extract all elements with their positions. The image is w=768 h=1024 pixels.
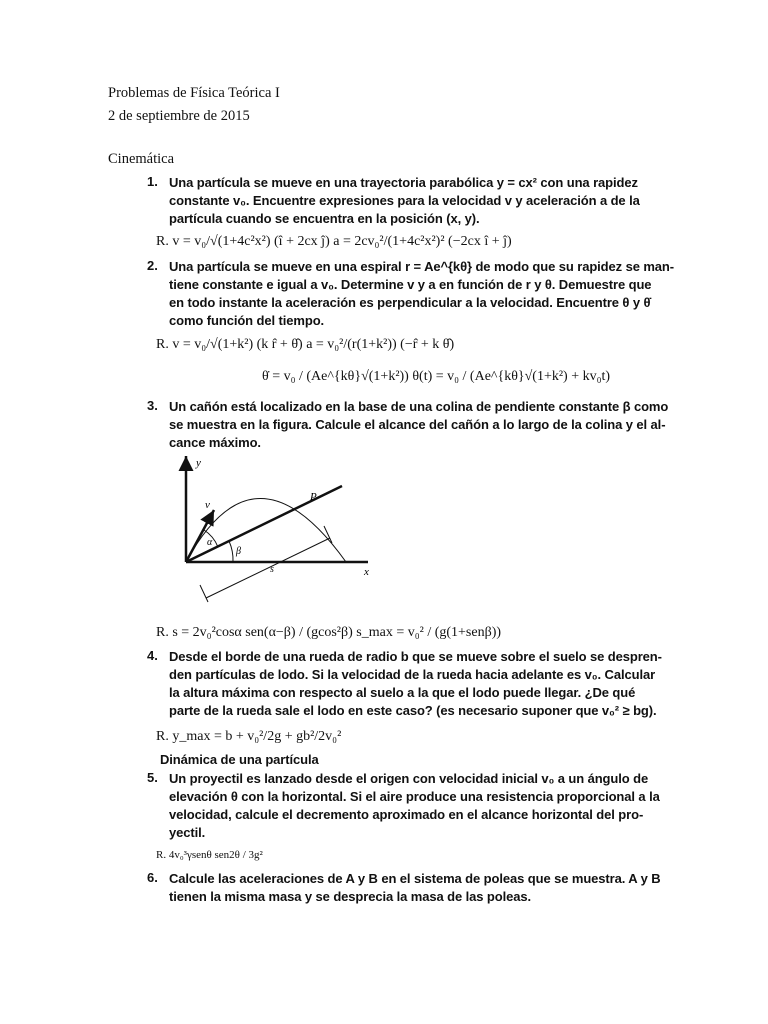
alpha-label: α [207, 537, 213, 548]
trajectory-curve [186, 499, 346, 563]
problem-text-line: Una partícula se mueve en una espiral r = Ae^{kθ} de modo que su rapidez se man- [169, 259, 674, 274]
p-label: P [310, 491, 317, 503]
problem-text-line: elevación θ con la horizontal. Si el aire produce una resistencia proporcional a la [169, 789, 660, 804]
problem-text-line: partícula cuando se encuentra en la posición (x, y). [169, 211, 480, 226]
problem-answer: R. v = v₀/√(1+k²) (k r̂ + θ̂) a = v₀²/(r(1+k²)) (−r̂ + k θ̂) [156, 337, 455, 352]
problem-text-line: Calcule las aceleraciones de A y B en el sistema de poleas que se muestra. A y B [169, 871, 661, 886]
section-heading-dinamica: Dinámica de una partícula [160, 752, 319, 767]
x-label: x [364, 566, 369, 578]
problem-answer: R. 4v₀³γsenθ sen2θ / 3g² [156, 849, 263, 861]
problem-text-line: la altura máxima con respecto al suelo a la que el lodo puede llegar. ¿De qué [169, 685, 636, 700]
problem-text-line: Un proyectil es lanzado desde el origen con velocidad inicial v₀ a un ángulo de [169, 771, 649, 786]
problem-number: 3. [147, 398, 158, 413]
s-label: s [270, 564, 274, 575]
problem-answer: R. s = 2v₀²cosα sen(α−β) / (gcos²β) s_max = v₀² / (g(1+senβ)) [156, 625, 502, 640]
problem-answer-2: θ̇ = v₀ / (Ae^{kθ}√(1+k²)) θ(t) = v₀ / (Ae^{kθ}√(1+k²) + kv₀t) [262, 369, 611, 384]
problem-text-line: parte de la rueda sale el lodo en este caso? (es necesario suponer que v₀² ≥ bg). [169, 703, 657, 718]
problem-number: 2. [147, 258, 158, 273]
problem-answer: R. y_max = b + v₀²/2g + gb²/2v₀² [156, 729, 342, 744]
problem-text-line: velocidad, calcule el decremento aproximado en el alcance horizontal del pro- [169, 807, 644, 822]
problem-number: 6. [147, 870, 158, 885]
problem-answer: R. v = v₀/√(1+4c²x²) (î + 2cx ĵ) a = 2cv₀²/(1+4c²x²)² (−2cx î + ĵ) [156, 234, 512, 249]
section-heading-cinematica: Cinemática [108, 151, 175, 167]
problem-text-line: Una partícula se mueve en una trayectoria parabólica y = cx² con una rapidez [169, 175, 638, 190]
page-date: 2 de septiembre de 2015 [108, 108, 250, 124]
problem-number: 4. [147, 648, 158, 663]
problem-text-line: tiene constante e igual a v₀. Determine v y a en función de r y θ. Demuestre que [169, 277, 652, 292]
problem-text-line: como función del tiempo. [169, 313, 325, 328]
incline-line [186, 486, 342, 562]
problem-text-line: cance máximo. [169, 435, 261, 450]
distance-line [206, 538, 330, 598]
problem-text-line: en todo instante la aceleración es perpendicular a la velocidad. Encuentre θ y θ̇ [169, 295, 651, 310]
beta-arc [229, 541, 233, 562]
y-label: y [196, 457, 201, 469]
problem-text-line: tienen la misma masa y se desprecia la masa de las poleas. [169, 889, 532, 904]
problem-text-line: constante v₀. Encuentre expresiones para la velocidad v y aceleración a de la [169, 193, 640, 208]
page-title: Problemas de Física Teórica I [108, 85, 280, 101]
beta-label: β [236, 546, 241, 557]
projectile-incline-figure [170, 450, 390, 615]
problem-text-line: Desde el borde de una rueda de radio b que se mueve sobre el suelo se despren- [169, 649, 662, 664]
problem-text-line: yectil. [169, 825, 206, 840]
problem-number: 5. [147, 770, 158, 785]
problem-text-line: Un cañón está localizado en la base de una colina de pendiente constante β como [169, 399, 669, 414]
v-label: v [205, 499, 210, 511]
problem-text-line: se muestra en la figura. Calcule el alcance del cañón a lo largo de la colina y el al- [169, 417, 666, 432]
problem-text-line: den partículas de lodo. Si la velocidad de la rueda hacia adelante es v₀. Calcular [169, 667, 656, 682]
problem-number: 1. [147, 174, 158, 189]
